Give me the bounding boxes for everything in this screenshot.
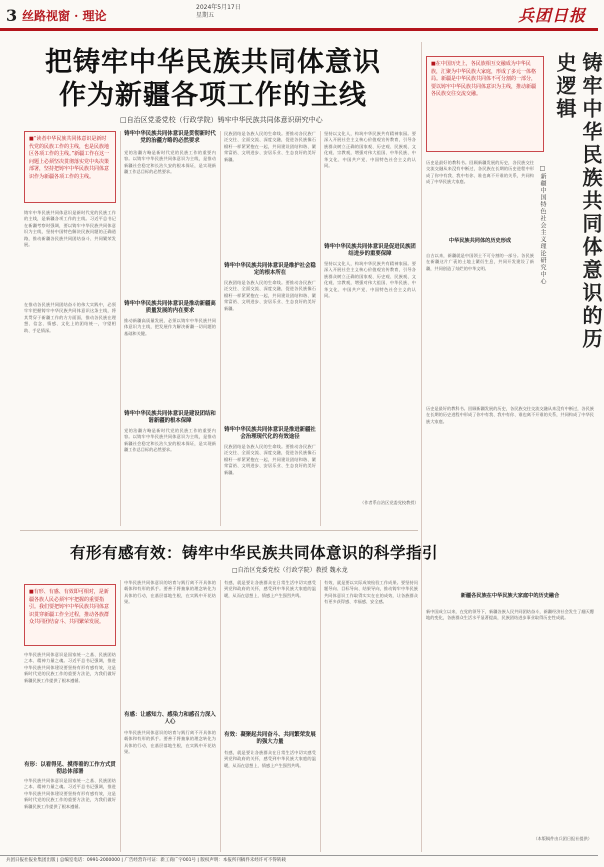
right-col-text2b: 历史是最好的教科书。回顾新疆发展的历史，各民族交往交流交融从来没有中断过，各民族在长期的历史进程中形成了你中有我、我中有你、谁也离不开谁的关系，共同构成了中华民族大家庭。	[426, 406, 594, 424]
main-headline	[18, 46, 408, 112]
main-byline: □自治区党委党校（行政学院）铸牢中华民族共同体意识研究中心	[120, 116, 323, 124]
right-col-text: 历史是最好的教科书。回顾新疆发展的历史，各民族交往交流交融从来没有中断过，各民族在长期的历史进程中形成了你中有我、我中有你、谁也离不开谁的关系，共同构成了中华民族大家庭。	[426, 160, 534, 185]
page-number: 3	[6, 6, 18, 25]
main-col1-text: 在推动各民族共同团结奋斗的伟大实践中，必须牢牢把握铸牢中华民族共同体意识这条主线，将其贯穿于新疆工作的方方面面，推动各民族在理想、信念、情感、文化上的团结统一，守望相助、手足情深。	[24, 302, 116, 333]
main-col4-text: 坚持以文化人，构筑中华民族共有精神家园。要深入开展社会主义核心价值观宣传教育，引导各族群众树立正确的国家观、历史观、民族观、文化观、宗教观，增强对伟大祖国、中华民族、中华文化、中国共产党、中国特色社会主义的认同。	[324, 131, 416, 169]
main-col2-text: 党的治疆方略是新时代党的民族工作的重要内容。以铸牢中华民族共同体意识为主线，是推动新疆社会稳定和长治久安的根本保证，是实现新疆工作总目标的必然要求。	[124, 150, 216, 175]
main-col3-subhead2: 铸牢中华民族共同体意识是推进新疆社会治理现代化的有效途径	[224, 427, 316, 440]
main-headline-line2: 作为新疆各项工作的主线	[59, 80, 367, 111]
column-rule	[220, 131, 221, 526]
section-title: 丝路视窗 · 理论	[22, 9, 107, 23]
main-col2-subhead3: 铸牢中华民族共同体意识是建设团结和谐新疆的根本保障	[124, 411, 216, 424]
second-col2-text: 中华民族共同体意识的培育与践行离不开具体的载体和有形的抓手。要善于将抽象的理念转化为具体的行动，在基层落地生根，在实践中开花结果。	[124, 580, 216, 605]
right-vertical-byline: □新疆中国特色社会主义理论研究中心	[539, 165, 546, 285]
second-byline: □自治区党委党校（行政学院）教授 魏永龙	[232, 567, 348, 574]
right-col-text3: 新中国成立以来，在党的领导下，新疆各族人民共同团结奋斗，新疆经济社会发生了翻天覆地的变化，各族群众生活水平显著提高，民族团结进步事业取得历史性成就。	[426, 609, 594, 621]
right-vertical-title: 铸牢中华民族共同体意识的历史逻辑	[553, 52, 603, 351]
second-col4-text: 有效，就是要以实际成效检验工作成果。要坚持问题导向、目标导向、结果导向，推动铸牢中华民族共同体意识工作取得实实在在的成效，让各族群众有更多获得感、幸福感、安全感。	[324, 580, 418, 605]
footer-text: 兵团日报社报业集团出版 | 总编室电话：0991-2000000 | 广告经营许可证：新工商广字001号 | 版权声明：本报所刊稿件未经许可不得转载	[6, 858, 286, 863]
masthead	[0, 0, 598, 28]
column-rule	[320, 131, 321, 526]
second-summary-box	[24, 584, 116, 646]
second-col1-text2: 中华民族共同体意识是国家统一之基、民族团结之本、精神力量之魂。习近平总书记强调，推进中华民族共同体建设要坚持有形有感有效，这是新时代党的民族工作的重要方法论，为我们做好新疆民族工作提供了根本遵循。	[24, 778, 116, 809]
main-summary-text: ■ “读者中华民族共同体意识是新时代党的民族工作的主线，也是民族地区各项工作的主线。”新疆工作在这一问题上必须坚决贯彻落实党中央决策部署，坚持把铸牢中华民族共同体意识作为新疆各项工作的主线。	[29, 136, 111, 181]
right-col-text2: 自古以来，新疆就是中国领土不可分割的一部分。各民族在新疆这片广袤的土地上繁衍生息，共同开发建设了新疆，共同创造了灿烂的中华文明。	[426, 253, 534, 271]
second-col3-subhead: 有效：凝聚起共同奋斗、共同繁荣发展的强大力量	[224, 732, 316, 745]
column-rule	[120, 131, 121, 526]
newspaper-brand: 兵团日报	[517, 6, 586, 25]
right-subhead2: 新疆各民族在中华民族大家庭中的历史融合	[460, 593, 560, 599]
main-headline-line1: 把铸牢中华民族共同体意识	[45, 47, 381, 78]
date-box	[196, 4, 241, 20]
second-col2-text2: 中华民族共同体意识的培育与践行离不开具体的载体和有形的抓手。要善于将抽象的理念转化为具体的行动，在基层落地生根，在实践中开花结果。	[124, 730, 216, 755]
main-col2-text3: 党的治疆方略是新时代党的民族工作的重要内容。以铸牢中华民族共同体意识为主线，是推动新疆社会稳定和长治久安的根本保证，是实现新疆工作总目标的必然要求。	[124, 428, 216, 453]
date-line: 2024年5月17日	[196, 4, 241, 11]
main-col2-subhead1: 铸牢中华民族共同体意识是贯彻新时代党的治疆方略的必然要求	[124, 131, 216, 144]
main-col2-subhead2: 铸牢中华民族共同体意识是推动新疆高质量发展的内在要求	[124, 301, 216, 314]
right-source-note: （本版稿件由兵团日报社提供）	[533, 836, 592, 841]
masthead-rule	[0, 28, 598, 31]
second-col2-subhead: 有感：让感知力、感染力和感召力深入人心	[124, 712, 216, 725]
column-rule	[120, 580, 121, 852]
day-line: 星期五	[196, 12, 215, 19]
article-divider	[20, 530, 418, 531]
second-col3-text2: 有感，就是要让各族群众在日常生活中切实感受到党和政府的关怀，感受到中华民族大家庭的温暖，从而在思想上、情感上产生强烈共鸣。	[224, 750, 316, 768]
right-summary-text: ■ 在中国历史上，各民族相互交融成为中华民族，汇聚为中华民族大家庭，形成了多元一体格局。新疆是中华民族共同体不可分割的一部分，要以铸牢中华民族共同体意识为主线，推动新疆各民族交往交流交融。	[431, 61, 539, 99]
right-summary-box	[426, 56, 544, 152]
main-col3-text: 民族团结是各族人民的生命线。要推动各民族广泛交往、全面交流、深度交融，促进各民族像石榴籽一样紧紧抱在一起，共同建设团结和谐、繁荣富裕、文明进步、安居乐业、生态良好的美好新疆。	[224, 131, 316, 162]
column-rule	[320, 580, 321, 852]
right-subhead1: 中华民族共同体的历史形成	[448, 238, 512, 244]
second-col3-text: 有感，就是要让各族群众在日常生活中切实感受到党和政府的关怀，感受到中华民族大家庭的温暖，从而在思想上、情感上产生强烈共鸣。	[224, 580, 316, 598]
main-col3-text2: 民族团结是各族人民的生命线。要推动各民族广泛交往、全面交流、深度交融，促进各民族像石榴籽一样紧紧抱在一起，共同建设团结和谐、繁荣富裕、文明进步、安居乐业、生态良好的美好新疆。	[224, 280, 316, 311]
second-summary-text: ■ 有形、有感、有效即可相对，是新疆各族人民必须牢牢把握的重要指引。我们要把铸牢中华民族共同体意识贯穿新疆工作全过程，推动各族群众共同团结奋斗、共同繁荣发展。	[29, 589, 111, 627]
main-col4-subhead1: 铸牢中华民族共同体意识是促进民族团结进步的重要保障	[324, 244, 416, 257]
main-col3-text3: 民族团结是各族人民的生命线。要推动各民族广泛交往、全面交流、深度交融，促进各民族像石榴籽一样紧紧抱在一起，共同建设团结和谐、繁荣富裕、文明进步、安居乐业、生态良好的美好新疆。	[224, 444, 316, 475]
main-intro-text: 铸牢中华民族共同体意识是新时代党的民族工作的主线，是新疆各项工作的主线。习近平总书记在新疆考察时强调，要以铸牢中华民族共同体意识为主线，坚持中国特色解决民族问题的正确道路，推动新疆各民族共同团结奋斗、共同繁荣发展。	[24, 210, 116, 248]
main-summary-box	[24, 131, 116, 203]
second-col1-text: 中华民族共同体意识是国家统一之基、民族团结之本、精神力量之魂。习近平总书记强调，推进中华民族共同体建设要坚持有形有感有效，这是新时代党的民族工作的重要方法论，为我们做好新疆民族工作提供了根本遵循。	[24, 652, 116, 683]
right-column-rule	[421, 42, 422, 852]
column-rule	[220, 580, 221, 852]
footer-rule	[0, 855, 598, 856]
main-col3-subhead1: 铸牢中华民族共同体意识是维护社会稳定的根本所在	[224, 263, 316, 276]
second-headline: 有形有感有效：铸牢中华民族共同体意识的科学指引	[70, 543, 439, 562]
main-col4-text2: 坚持以文化人，构筑中华民族共有精神家园。要深入开展社会主义核心价值观宣传教育，引导各族群众树立正确的国家观、历史观、民族观、文化观、宗教观，增强对伟大祖国、中华民族、中华文化、中国共产党、中国特色社会主义的认同。	[324, 261, 416, 299]
main-col2-text2: 推动新疆高质量发展，必须以铸牢中华民族共同体意识为主线，把发展作为解决新疆一切问题的基础和关键。	[124, 318, 216, 336]
second-col1-subhead: 有形：以看得见、摸得着的工作方式贯彻总体部署	[24, 762, 116, 775]
main-author-note: （作者系自治区党委党校教授）	[360, 500, 419, 505]
